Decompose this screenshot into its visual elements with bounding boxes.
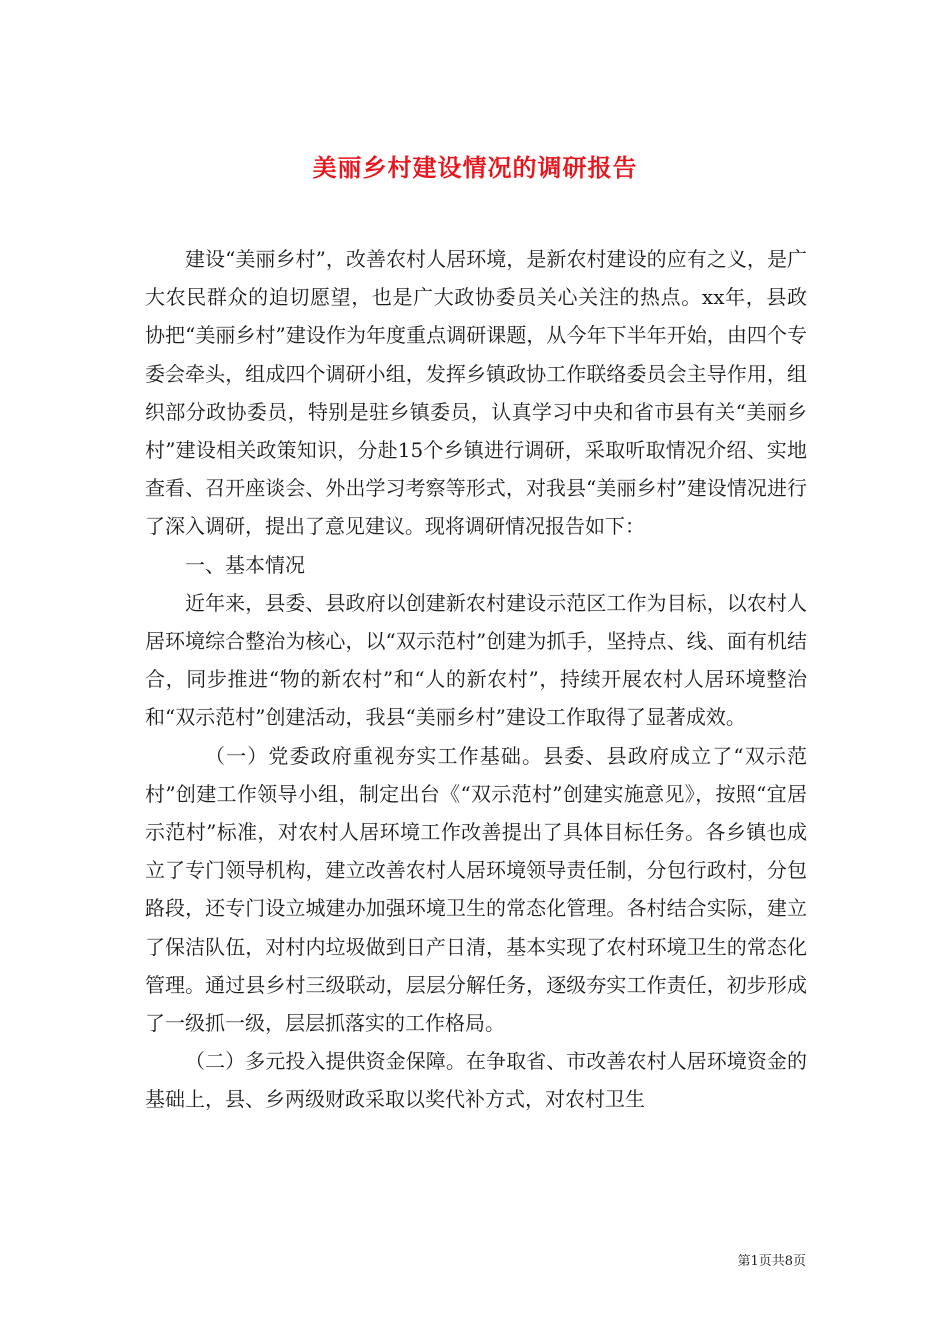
page-number: 第1页共8页 xyxy=(737,1254,806,1269)
section-paragraph: 近年来，县委、县政府以创建新农村建设示范区工作为目标，以农村人居环境综合整治为核心，以“双示范村”创建为抓手，坚持点、线、面有机结合，同步推进“物的新农村”和“人的新农村”，持续开展农村人居环境整治和“双示范村”创建活动，我县“美丽乡村”建设工作取得了显著成效。 xyxy=(145,590,807,730)
document-title: 美丽乡村建设情况的调研报告 xyxy=(312,153,638,183)
intro-paragraph: 建设“美丽乡村”，改善农村人居环境，是新农村建设的应有之义，是广大农民群众的迫切愿望，也是广大政协委员关心关注的热点。xx年，县政协把“美丽乡村”建设作为年度重点调研课题，从今年下半年开始，由四个专委会牵头，组成四个调研小组，发挥乡镇政协工作联络委员会主导作用，组织部分政协委员，特别是驻乡镇委员，认真学习中央和省市县有关“美丽乡村”建设相关政策知识，分赴15个乡镇进行调研，采取听取情况介绍、实地查看、召开座谈会、外出学习考察等形式，对我县“美丽乡村”建设情况进行了深入调研，提出了意见建议。现将调研情况报告如下： xyxy=(145,247,807,539)
subsection-paragraph-1: （一）党委政府重视夯实工作基础。县委、县政府成立了“双示范村”创建工作领导小组，制定出台《“双示范村”创建实施意见》，按照“宜居示范村”标准，对农村人居环境工作改善提出了具体目标任务。各乡镇也成立了专门领导机构，建立改善农村人居环境领导责任制，分包行政村，分包路段，还专门设立城建办加强环境卫生的常态化管理。各村结合实际，建立了保洁队伍，对村内垃圾做到日产日清，基本实现了农村环境卫生的常态化管理。通过县乡村三级联动，层层分解任务，逐级夯实工作责任，初步形成了一级抓一级，层层抓落实的工作格局。 xyxy=(145,743,807,1036)
section-heading-basic-situation: 一、基本情况 xyxy=(185,552,305,577)
document-body xyxy=(145,240,807,1119)
subsection-paragraph-2: （二）多元投入提供资金保障。在争取省、市改善农村人居环境资金的基础上，县、乡两级财政采取以奖代补方式，对农村卫生 xyxy=(145,1049,807,1112)
